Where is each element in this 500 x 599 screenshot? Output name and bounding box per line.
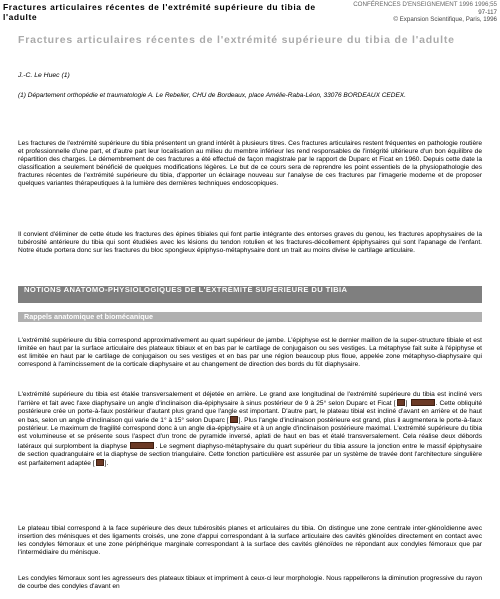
- copyright-line: © Expansion Scientifique, Paris, 1996: [393, 16, 497, 24]
- journal-line: CONFÉRENCES D'ENSEIGNEMENT 1996 1996;55: [353, 1, 497, 8]
- text-segment: ].: [104, 459, 109, 467]
- text-segment: . Cette obliquité postérieure crée un porte-à-faux postérieur d'autant plus grand que l'angle est important. D'autre part, le plateau tibial est incliné d'avant en arrière et de haut en bas, selon un angle d'inclinaison qui varie de 1° à 15° selon Duparc [: [18, 400, 482, 425]
- publication-info: [353, 1, 497, 24]
- section-heading: [18, 286, 482, 303]
- article-title: Fractures articulaires récentes de l'extrémité supérieure du tibia de l'adulte: [18, 34, 455, 46]
- running-title: Fractures articulaires récentes de l'extrémité supérieure du tibia de l'adulte: [3, 2, 316, 22]
- reference-link[interactable]: [230, 416, 238, 423]
- section-heading-text: NOTIONS ANATOMO-PHYSIOLOGIQUES DE L'EXTRÉMITÉ SUPÉRIEURE DU TIBIA: [24, 285, 348, 294]
- text-segment: ]: [405, 400, 410, 408]
- body-paragraph-1: L'extrémité supérieure du tibia correspond approximativement au quart supérieur de jambe. L'épiphyse est le dernier maillon de la super-structure tibiale et est limitée en haut par la surface articulaire des plateaux tibiaux et en bas par le cartilage de conjugaison ou ses vestiges. La métaphyse fait suite à l'épiphyse et est limitée en haut par le cartilage de conjugaison ou ses vestiges et en bas par une région beaucoup plus floue, appelée zone métaphyso-diaphysaire qui correspond à l'amincissement de la corticale diaphysaire et au changement de direction des bords du fût diaphysaire.: [18, 337, 482, 369]
- body-paragraph-2: [18, 391, 482, 468]
- reference-link[interactable]: [96, 459, 104, 466]
- text-segment: L'extrémité supérieure du tibia est étalée transversalement et déjetée en arrière. Le grand axe longitudinal de l'extrémité supérieure du tibia est incliné vers l'arrière et fait avec l'axe diaphysaire un angle d'inclinaison dia-épiphysaire à sinus postérieur de 9 à 25° selon Duparc et Ficat [: [18, 391, 482, 408]
- intro-paragraph-1: Les fractures de l'extrémité supérieure du tibia présentent un grand intérêt à plusieurs titres. Ces fractures articulaires restent fréquentes en pathologie routière et professionnelle d'une part, et d'autre part leur localisation au milieu du membre inférieur les rend responsables de l'intégrité ultérieure d'un bon équilibre de répartition des charges. Le démembrement de ces fractures a été effectué de façon magistrale par le rapport de Duparc et Ficat en 1960. Depuis cette date la classification a seulement bénéficié de quelques modifications légères. Le but de ce cours sera de reprendre les point essentiels de la physiopathologie des fractures récentes de l'extrémité supérieure du tibia, d'apporter un éclairage nouveau sur l'analyse de ces fractures par l'imagerie moderne et de proposer quelques variantes thérapeutiques à la lumière des dernières techniques endoscopiques.: [18, 140, 482, 188]
- intro-paragraph-2: Il convient d'éliminer de cette étude les fractures des épines tibiales qui font partie intégrante des entorses graves du genou, les fractures apophysaires de la tubérosité antérieure du tibia qui sont étudiées avec les lésions du tendon rotulien et les fractures-décollement épiphysaires qui sont l'apanage de l'enfant. Notre étude portera donc sur les fractures du bloc spongieux épiphyso-métaphysaire dont un trait au moins divise le cartilage articulaire.: [18, 231, 482, 255]
- body-paragraph-3: Le plateau tibial correspond à la face supérieure des deux tubérosités planes et articulaires du tibia. On distingue une zone centrale inter-glénoïdienne avec insertion des ménisques et des ligaments croisés, une zone d'appui correspondant à la surface articulaire des cavités glénoïdes directement en contact avec les condyles fémoraux et une zone périphérique marginale correspondant à la surface des cavités glénoïdes ne répondant aux condyles fémoraux que par l'intermédiaire du ménisque.: [18, 525, 482, 557]
- body-paragraph-4: Les condyles fémoraux sont les agresseurs des plateaux tibiaux et impriment à ceux-ci leur morphologie. Nous rappellerons la diminution progressive du rayon de courbe des condyles d'avant en: [18, 575, 482, 591]
- page-range: 97-117: [478, 8, 497, 16]
- reference-link[interactable]: [397, 399, 405, 406]
- running-header: [0, 0, 500, 26]
- affiliation: (1) Département orthopédie et traumatologie A. Le Rebeller, CHU de Bordeaux, place Amélie-Raba-Léon, 33076 BORDEAUX CEDEX.: [18, 92, 406, 99]
- figure-link[interactable]: [411, 399, 435, 406]
- subsection-heading: Rappels anatomique et biomécanique: [18, 312, 482, 322]
- text-segment: ]. Plus l'angle d'inclinaison postérieure est grand, plus il augmentera le porte-à-faux postérieur. Le maximum de fragilité correspond donc à un angle dia-épiphysaire et à un angle d'inclinaison postérieure maximal. L'extrémité supérieure du tibia est volumineuse et se présente sous l'aspect d'un tronc de pyramide inversé, aplati de haut en bas et étalé transversalement. Cela réalise deux débords latéraux qui surplombent la diaphyse: [18, 417, 482, 450]
- author: J.-C. Le Huec (1): [18, 72, 70, 79]
- text-segment: . Le segment diaphyso-métaphysaire du quart supérieur du tibia assure la jonction entre le massif épiphysaire de section quadrangulaire et la diaphyse de section triangulaire. Cette fonction particulière est assurée par un système de travée dont l'architecture singulière est parfaitement adaptée [: [18, 442, 482, 467]
- figure-link[interactable]: [130, 442, 154, 449]
